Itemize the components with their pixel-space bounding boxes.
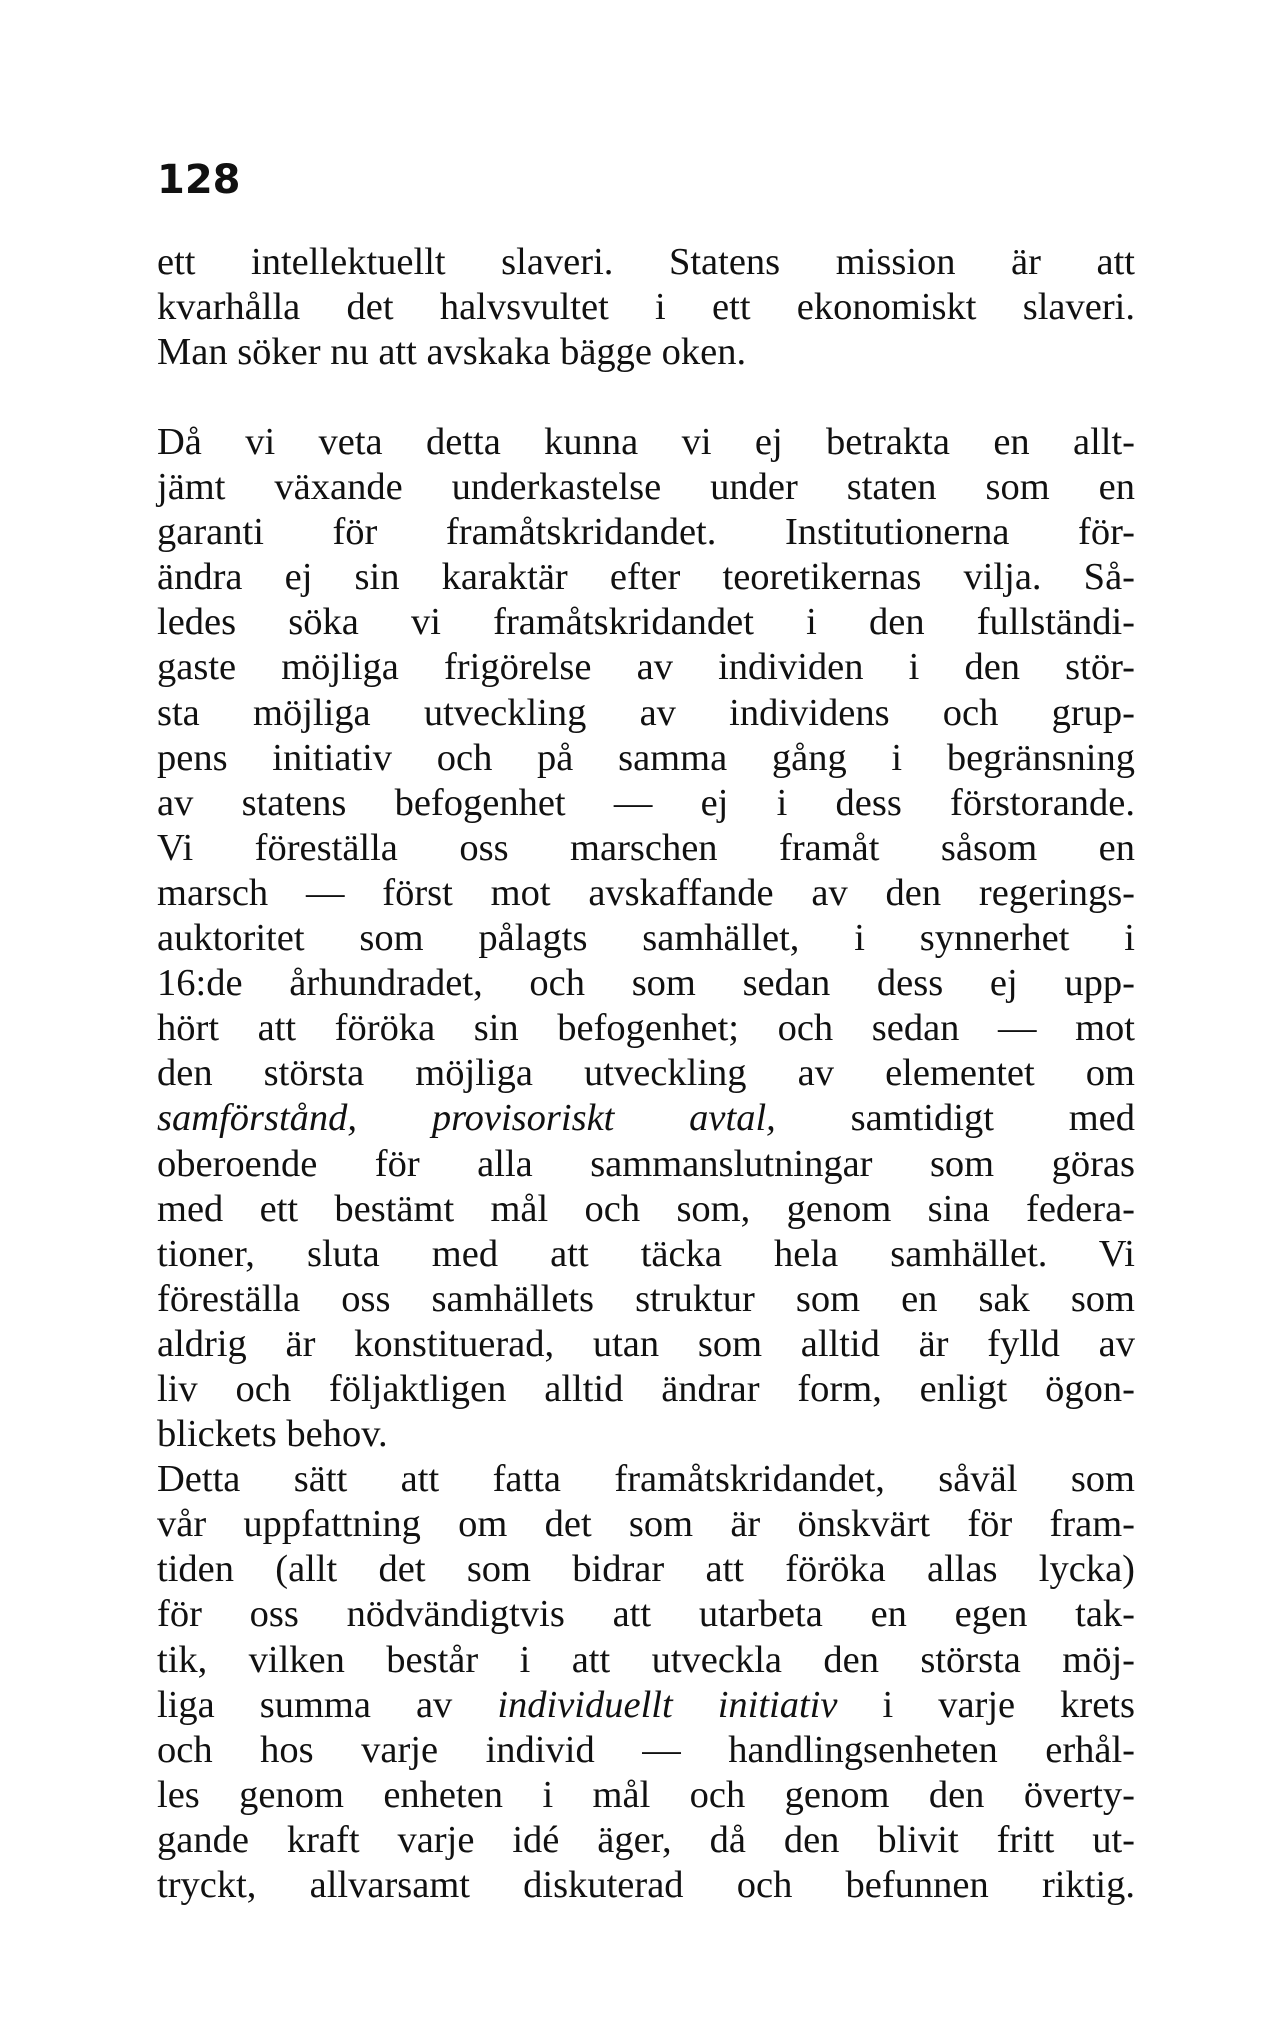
text-line: marsch — först mot avskaffande av den regerings- bbox=[157, 871, 1135, 914]
text-line: tryckt, allvarsamt diskuterad och befunnen riktig. bbox=[157, 1864, 1135, 1906]
text-line: av statens befogenhet — ej i dess förstorande. bbox=[157, 781, 1135, 824]
text-line: liv och följaktligen alltid ändrar form, enligt ögon- bbox=[157, 1367, 1135, 1410]
text-line: gaste möjliga frigörelse av individen i den stör- bbox=[157, 646, 1135, 689]
text-line: Man söker nu att avskaka bägge oken. bbox=[157, 331, 747, 374]
text-line: ändra ej sin karaktär efter teoretikernas vilja. Så- bbox=[157, 556, 1135, 599]
text-line: kvarhålla det halvsvultet i ett ekonomiskt slaveri. bbox=[157, 286, 1135, 329]
italic-phrase: individuellt initiativ bbox=[497, 1683, 838, 1726]
text-line: föreställa oss samhällets struktur som en sak som bbox=[157, 1277, 1135, 1320]
paragraph-2 bbox=[157, 420, 1135, 1908]
text-line: med ett bestämt mål och som, genom sina federa- bbox=[157, 1187, 1135, 1230]
text-fragment: i varje krets bbox=[837, 1683, 1135, 1726]
text-line: jämt växande underkastelse under staten som en bbox=[157, 466, 1135, 509]
text-line: 16:de århundradet, och som sedan dess ej upp- bbox=[157, 962, 1135, 1005]
text-line: garanti för framåtskridandet. Institutionerna för- bbox=[157, 511, 1135, 554]
text-line: auktoritet som pålagts samhället, i synnerhet i bbox=[157, 917, 1135, 960]
text-line: tik, vilken består i att utveckla den största möj- bbox=[157, 1638, 1135, 1681]
text-line: les genom enheten i mål och genom den överty- bbox=[157, 1773, 1135, 1816]
text-line: sta möjliga utveckling av individens och grup- bbox=[157, 691, 1135, 734]
text-line: den största möjliga utveckling av elementet om bbox=[157, 1052, 1135, 1095]
text-line: tioner, sluta med att täcka hela samhället. Vi bbox=[157, 1232, 1135, 1275]
text-line: och hos varje individ — handlingsenheten erhål- bbox=[157, 1728, 1135, 1771]
text-line-mixed bbox=[157, 1096, 1135, 1141]
text-line: aldrig är konstituerad, utan som alltid är fylld av bbox=[157, 1322, 1135, 1365]
text-line: Vi föreställa oss marschen framåt såsom en bbox=[157, 826, 1135, 869]
text-line: Detta sätt att fatta framåtskridandet, såväl som bbox=[157, 1458, 1135, 1501]
text-fragment: samtidigt med bbox=[775, 1097, 1135, 1140]
text-line: blickets behov. bbox=[157, 1413, 388, 1456]
page-number: 128 bbox=[157, 157, 241, 203]
paragraph-1 bbox=[157, 240, 1135, 375]
text-line: oberoende för alla sammanslutningar som göras bbox=[157, 1142, 1135, 1185]
text-fragment: liga summa av bbox=[157, 1683, 498, 1726]
text-line: gande kraft varje idé äger, då den blivit fritt ut- bbox=[157, 1818, 1135, 1861]
text-line: pens initiativ och på samma gång i begränsning bbox=[157, 736, 1135, 779]
text-line-mixed bbox=[157, 1683, 1135, 1728]
text-line: hört att föröka sin befogenhet; och sedan — mot bbox=[157, 1007, 1135, 1050]
text-line: ett intellektuellt slaveri. Statens mission är att bbox=[157, 241, 1135, 283]
text-line: Då vi veta detta kunna vi ej betrakta en allt- bbox=[157, 421, 1135, 463]
text-line: ledes söka vi framåtskridandet i den fullständi- bbox=[157, 601, 1135, 644]
text-line: för oss nödvändigtvis att utarbeta en egen tak- bbox=[157, 1593, 1135, 1636]
text-line: tiden (allt det som bidrar att föröka allas lycka) bbox=[157, 1548, 1135, 1591]
text-line: vår uppfattning om det som är önskvärt för fram- bbox=[157, 1503, 1135, 1546]
italic-phrase: samförstånd, provisoriskt avtal, bbox=[157, 1097, 776, 1140]
